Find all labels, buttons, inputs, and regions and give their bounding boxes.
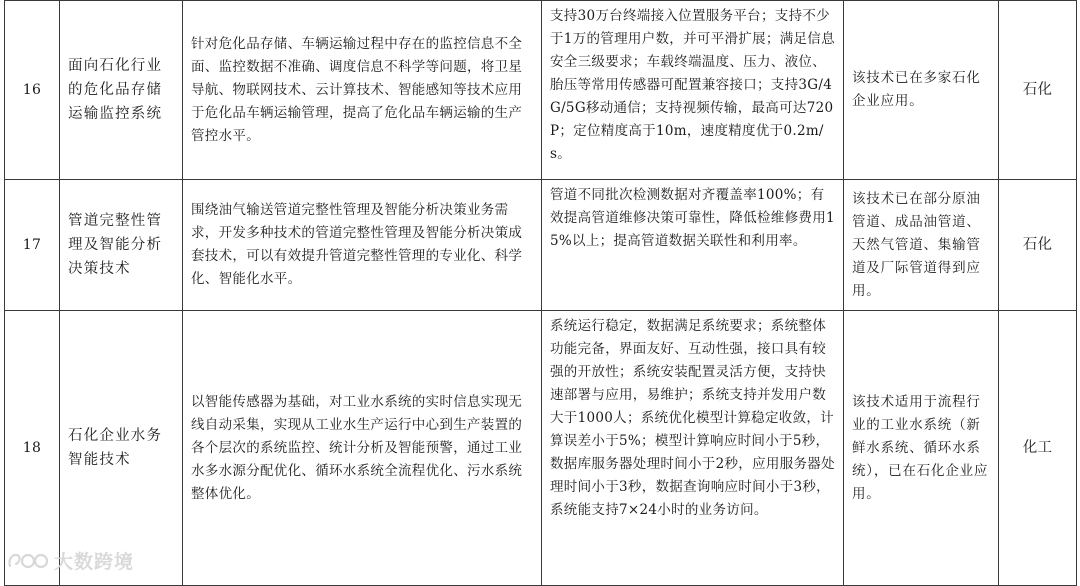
table-row	[5, 180, 1077, 311]
table-row	[5, 311, 1077, 586]
technology-content: 以智能传感器为基础，对工业水系统的实时信息实现无线自动采集，实现从工业水生产运行中心到生产装置的各个层次的系统监控、统计分析及智能预警，通过工业水多水源分配优化、循环水系统全流程优化、污水系统整体优化。	[183, 311, 542, 586]
row-number: 16	[5, 1, 60, 180]
technology-indicators: 管道不同批次检测数据对齐覆盖率100%；有效提高管道维修决策可靠性，降低检维修费用15%以上；提高管道数据关联性和利用率。	[542, 180, 844, 311]
application-status: 该技术适用于流程行业的工业水系统（新鲜水系统、循环水系统），已在石化企业应用。	[844, 311, 999, 586]
industry: 石化	[999, 180, 1077, 311]
technology-name: 管道完整性管理及智能分析决策技术	[60, 180, 183, 311]
application-status: 该技术已在多家石化企业应用。	[844, 1, 999, 180]
industry: 石化	[999, 1, 1077, 180]
technology-indicators: 系统运行稳定，数据满足系统要求；系统整体功能完备，界面友好、互动性强，接口具有较强的开放性；系统安装配置灵活方便，支持快速部署与应用，易维护；系统支持并发用户数大于1000人；系统优化模型计算稳定收敛，计算误差小于5%；模型计算响应时间小于5秒，数据库服务器处理时间小于2秒，应用服务器处理时间小于3秒，数据查询响应时间小于3秒，系统能支持7×24小时的业务访问。	[542, 311, 844, 586]
technology-name: 面向石化行业的危化品存储运输监控系统	[60, 1, 183, 180]
brand-logo-icon	[6, 550, 50, 572]
table-row	[5, 1, 1077, 180]
watermark	[6, 547, 134, 574]
technology-name: 石化企业水务智能技术	[60, 311, 183, 586]
technology-table	[4, 0, 1077, 586]
industry: 化工	[999, 311, 1077, 586]
technology-content: 围绕油气输送管道完整性管理及智能分析决策业务需求，开发多种技术的管道完整性管理及智能分析决策成套技术，可以有效提升管道完整性管理的专业化、科学化、智能化水平。	[183, 180, 542, 311]
technology-indicators: 支持30万台终端接入位置服务平台；支持不少于1万的管理用户数，并可平滑扩展；满足信息安全三级要求；车载终端温度、压力、液位、胎压等常用传感器可配置兼容接口；支持3G/4G/5G移动通信；支持视频传输，最高可达720P；定位精度高于10m，速度精度优于0.2m/s。	[542, 1, 844, 180]
watermark-text: 大数跨境	[54, 551, 135, 573]
row-number: 18	[5, 311, 60, 586]
application-status: 该技术已在部分原油管道、成品油管道、天然气管道、集输管道及厂际管道得到应用。	[844, 180, 999, 311]
technology-content: 针对危化品存储、车辆运输过程中存在的监控信息不全面、监控数据不准确、调度信息不科学等问题，将卫星导航、物联网技术、云计算技术、智能感知等技术应用于危化品车辆运输管理，提高了危化品车辆运输的生产管控水平。	[183, 1, 542, 180]
row-number: 17	[5, 180, 60, 311]
